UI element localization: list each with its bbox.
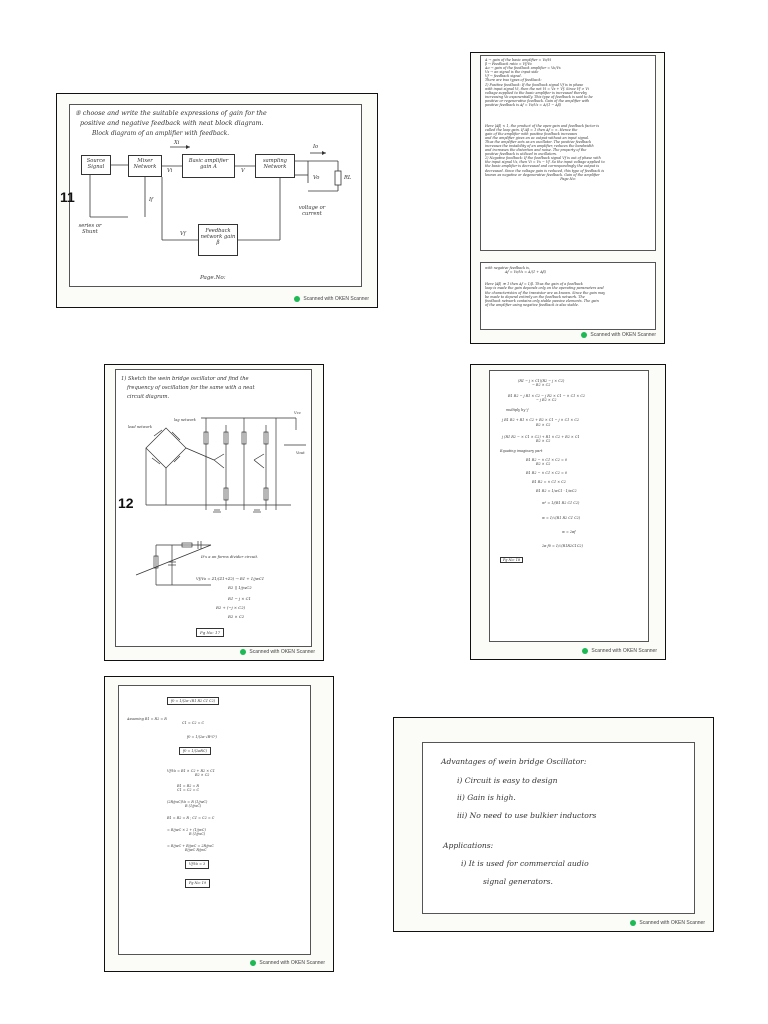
text-line: Ao → gain of the feedback amplifier = Vo/Vs bbox=[485, 66, 561, 71]
scanner-stamp bbox=[240, 649, 315, 655]
derivation-line: C1 = C2 = C bbox=[177, 787, 200, 792]
notebook-sheet-top bbox=[480, 55, 656, 251]
application-item: signal generators. bbox=[483, 877, 553, 886]
advantage-item: iii) No need to use bulkier inductors bbox=[457, 811, 597, 820]
derivation-line: multiply by 'j' bbox=[506, 408, 530, 413]
derivation-line: (R1 − j × C1)(R2 − j × C2) bbox=[518, 379, 565, 383]
text-line: with input signal Vi, then the net Vi = Vs + Vf. Since Vf > Vi bbox=[485, 86, 589, 91]
derivation-line: R2 × C2 bbox=[536, 422, 551, 427]
scan-page-derivation bbox=[470, 364, 666, 660]
scan-page-feedback-theory bbox=[470, 52, 665, 344]
text-line: increasing Vo exponentially. This type of feedback is said to be bbox=[485, 94, 593, 99]
label-vo: Vo bbox=[313, 175, 320, 181]
scanner-logo-icon bbox=[240, 649, 246, 655]
question-line-1: ⑤ choose and write the suitable expressions of gain for the bbox=[75, 109, 267, 117]
scanner-stamp-text: Scanned with OKEN Scanner bbox=[249, 649, 315, 655]
notebook-sheet-bottom bbox=[480, 262, 656, 330]
derivation-line: R (1/jwC) bbox=[185, 803, 202, 808]
applications-heading: Applications: bbox=[443, 841, 494, 850]
divider-note: It's a an forms divider circuit. bbox=[201, 554, 259, 559]
scan-page-frequency-derivation bbox=[104, 676, 334, 972]
derivation-line: Assuming R1 = R2 = R bbox=[127, 717, 167, 721]
text-line: Af = Vo/Vs = A/(1 + Aβ) bbox=[505, 270, 546, 275]
scanner-stamp-text: Scanned with OKEN Scanner bbox=[590, 332, 656, 338]
scanner-logo-icon bbox=[630, 920, 636, 926]
derivation-line: Vf/Vo = R1 × C2 + R2 × C1 bbox=[167, 769, 215, 774]
question-line-1: 1) Sketch the wein bridge oscillator and find the bbox=[121, 376, 249, 382]
derivation-line: R2 × C2 bbox=[536, 438, 551, 443]
block-amp-label: Basic amplifier gain A bbox=[188, 158, 229, 170]
derivation-line: R/jwC R/jwC bbox=[185, 848, 207, 853]
application-item: i) It is used for commercial audio bbox=[461, 859, 589, 868]
scan-page-feedback-block-diagram bbox=[56, 93, 378, 308]
text-line: Page.No: bbox=[560, 176, 576, 181]
page-number-label: Page.No: bbox=[200, 275, 226, 281]
label-series-or-shunt: series or Shunt bbox=[78, 223, 102, 235]
text-line: positive or regenerative feedback. Gain of the amplifier with bbox=[485, 98, 590, 103]
text-line: Thus the amplifier acts as an oscillator. The positive feedback bbox=[485, 139, 592, 144]
question-line-2: positive and negative feedback with neat block diagram. bbox=[80, 119, 264, 127]
text-line: 1) Positive feedback: If the feedback signal Vf is in phase bbox=[485, 82, 584, 87]
notebook-sheet bbox=[422, 742, 695, 914]
derivation-line: j (R1 R2 − × C1 × C2) + R1 × C2 + R2 × C1 bbox=[502, 434, 580, 439]
notebook-sheet bbox=[118, 685, 311, 955]
derivation-line: j R1 R2 + R1 × C2 + R2 × C1 − j × C1 × C2 bbox=[502, 418, 580, 423]
scanner-stamp bbox=[250, 960, 325, 966]
block-feedback-label: Feedback network gain β bbox=[200, 228, 236, 246]
vcc-label: Vcc bbox=[294, 410, 301, 415]
derivation-line: R2 × C2 bbox=[195, 773, 210, 778]
text-line: the characteristics of the transistor are as known. Since the gain may bbox=[485, 290, 606, 295]
derivation-line: (2R/jwC)Vo = R (1/jwC) bbox=[167, 799, 208, 804]
scanner-logo-icon bbox=[582, 648, 588, 654]
derivation-line: = R/jwC + R/jwC = 2R/jwC bbox=[167, 844, 214, 849]
scanner-stamp-text: Scanned with OKEN Scanner bbox=[303, 296, 369, 302]
text-line: positive feedback is Af = Vo/Vs = A/(1 − Aβ) bbox=[485, 103, 561, 108]
scanner-stamp-text: Scanned with OKEN Scanner bbox=[639, 920, 705, 926]
derivation-line: − j R2 × C2 bbox=[536, 398, 557, 403]
scanner-stamp bbox=[582, 648, 657, 654]
question-line-3: circuit diagram. bbox=[127, 394, 170, 400]
text-line: There are two types of feedback: bbox=[485, 78, 542, 83]
scanner-stamp bbox=[294, 296, 369, 302]
derivation-line: R1 R2 − × C1 × C2 = 0 bbox=[526, 471, 568, 476]
derivation-line: w = 1/√(R1 R2 C1 C2) bbox=[542, 515, 581, 520]
equation-4: R2 + (−j × C2) bbox=[216, 605, 246, 610]
equation-1: Vf/Vo = Z1/(Z1+Z2) → R1 + 1/jwC1 bbox=[196, 576, 265, 581]
scanner-stamp bbox=[630, 920, 705, 926]
derivation-line: R2 × C2 bbox=[536, 462, 551, 467]
page-number-box: Pg No: 17 bbox=[196, 628, 224, 637]
text-line: of the amplifier using negative feedback is also stable. bbox=[485, 302, 579, 307]
lag-network-label: lag network bbox=[174, 418, 196, 422]
text-line: the basic amplifier is decreased and correspondingly the output is bbox=[485, 164, 600, 169]
derivation-line: R1 R2 − × C1 × C2 = 0 bbox=[526, 457, 568, 462]
text-line: and the amplifier gives an ac output without an input signal. bbox=[485, 135, 590, 140]
derivation-line: w = 2πf bbox=[562, 529, 576, 534]
advantages-heading: Advantages of wein bridge Oscillator: bbox=[441, 757, 587, 766]
text-line: increases the instability of an amplifier, reduces the bandwidth bbox=[485, 143, 594, 148]
scanner-logo-icon bbox=[250, 960, 256, 966]
label-xi: Xi bbox=[174, 140, 180, 146]
derivation-line: Vf/Vo = 3 bbox=[185, 860, 209, 868]
label-if: If bbox=[149, 197, 153, 203]
text-line: A → gain of the basic amplifier = Vo/Vi bbox=[485, 58, 552, 62]
scanner-stamp-text: Scanned with OKEN Scanner bbox=[259, 960, 325, 966]
text-line: 2) Negative feedback: If the feedback signal Vf is out of phase with bbox=[485, 156, 601, 161]
label-vi: Vi bbox=[167, 168, 173, 174]
equation-3: R1 − j × C1 bbox=[228, 596, 251, 601]
equation-2: R2 || 1/jwC2 bbox=[228, 585, 252, 590]
advantage-item: i) Circuit is easy to design bbox=[457, 776, 558, 785]
scan-page-advantages bbox=[393, 717, 714, 932]
text-line: and increases the distortion and noise. The property of the bbox=[485, 148, 587, 153]
text-line: positive feedback is utilized in oscillators. bbox=[485, 152, 558, 157]
derivation-line: R1 R2 = 1/wC1 · 1/wC2 bbox=[536, 489, 577, 494]
text-line: called the loop gain. If Aβ = 1 then Af = ∞. Hence the bbox=[485, 127, 578, 132]
scanner-logo-icon bbox=[294, 296, 300, 302]
derivation-line: 2π f0 = 1/√(R1R2C1C2) bbox=[542, 543, 583, 548]
label-vf: Vf bbox=[180, 231, 186, 237]
derivation-line: C1 = C2 = C bbox=[182, 721, 205, 726]
derivation-line: R (1/jwC) bbox=[189, 832, 206, 837]
derivation-line: f0 = 1/(2πRC) bbox=[179, 747, 211, 755]
advantage-item: ii) Gain is high. bbox=[457, 793, 516, 802]
derivation-line: Equating imaginary part bbox=[500, 448, 543, 453]
derivation-line: R1 = R2 = R ; C1 = C2 = C bbox=[167, 815, 215, 820]
derivation-line: − R2 × C2 bbox=[532, 383, 551, 388]
page-number-box: Pg No: 19 bbox=[185, 879, 210, 887]
label-v: V bbox=[241, 168, 245, 174]
notebook-sheet bbox=[69, 104, 362, 287]
derivation-line: = R/jwC × 2 + (1/jwC) bbox=[167, 828, 206, 833]
text-line: loop is made the gain depends only on the operating parameters and bbox=[485, 286, 604, 291]
text-line: Vf → feedback signal. bbox=[485, 74, 522, 79]
equation-5: R2 × C2 bbox=[228, 614, 245, 619]
label-voltage-or-current: voltage or current bbox=[298, 205, 326, 217]
derivation-line: R1 R2 = × C1 × C2 bbox=[532, 480, 566, 485]
text-line: decreased. Since the voltage gain is reduced, this type of feedback is bbox=[485, 168, 605, 173]
derivation-line: w² = 1/(R1 R2 C1 C2) bbox=[542, 501, 580, 506]
block-source-label: Source Signal bbox=[86, 158, 106, 170]
notebook-sheet bbox=[115, 369, 312, 647]
question-number: 11 bbox=[60, 189, 75, 205]
text-line: Here |Aβ| ≫ 1 then Af = 1/β. Thus the gain of a feedback bbox=[485, 282, 583, 287]
derivation-line: f0 = 1/(2π √R1 R2 C1 C2) bbox=[167, 697, 219, 705]
derivation-line: f0 = 1/(2π √R²C²) bbox=[187, 735, 217, 740]
question-line-2: frequency of oscillation for the same with a neat bbox=[127, 385, 255, 391]
scanner-stamp bbox=[581, 332, 656, 338]
text-line: Here |Aβ| < 1, the product of the open-gain and feedback factor is bbox=[485, 123, 600, 128]
question-number: 12 bbox=[118, 495, 134, 511]
block-mixer-label: Mixer Network bbox=[133, 158, 157, 170]
text-line: the input signal Vs, then Vi = Vs − Vf. So the input voltage applied to bbox=[485, 160, 605, 165]
block-diagram-wires bbox=[70, 105, 363, 288]
derivation-line: R1 = R2 = R bbox=[177, 783, 199, 788]
text-line: be made to depend entirely on the feedback network. The bbox=[485, 294, 585, 299]
derivation-line: R1 R2 − j R1 × C2 − j R2 × C1 − × C1 × C2 bbox=[508, 394, 586, 399]
scanner-logo-icon bbox=[581, 332, 587, 338]
wein-bridge-schematic bbox=[116, 370, 313, 648]
scanner-stamp-text: Scanned with OKEN Scanner bbox=[591, 648, 657, 654]
block-sampling-label: sampling Network bbox=[263, 158, 287, 170]
text-line: voltage supplied to the basic amplifier is increased thereby bbox=[485, 90, 587, 95]
text-line: feedback network contains only stable passive elements. The gain bbox=[485, 298, 599, 303]
text-line: with negative feedback is, bbox=[485, 266, 531, 270]
text-line: known as negative or degenerative feedback. Gain of the amplifier bbox=[485, 172, 600, 177]
label-rl: RL bbox=[344, 175, 352, 181]
notebook-sheet bbox=[489, 370, 649, 642]
text-line: gain of the amplifier with positive feedback increases bbox=[485, 131, 578, 136]
text-line: β → Feedback ratio = Vf/Vo bbox=[485, 62, 532, 67]
scan-page-wein-bridge-circuit bbox=[104, 364, 324, 661]
lead-network-label: lead network bbox=[128, 425, 152, 429]
text-line: Vs → an signal is the input side bbox=[485, 70, 539, 75]
label-io: Io bbox=[313, 144, 319, 150]
page-number-box: Pg No: 18 bbox=[500, 557, 523, 563]
vout-label: Vout bbox=[296, 450, 305, 455]
subheading: Block diagram of an amplifier with feedback. bbox=[92, 130, 230, 137]
